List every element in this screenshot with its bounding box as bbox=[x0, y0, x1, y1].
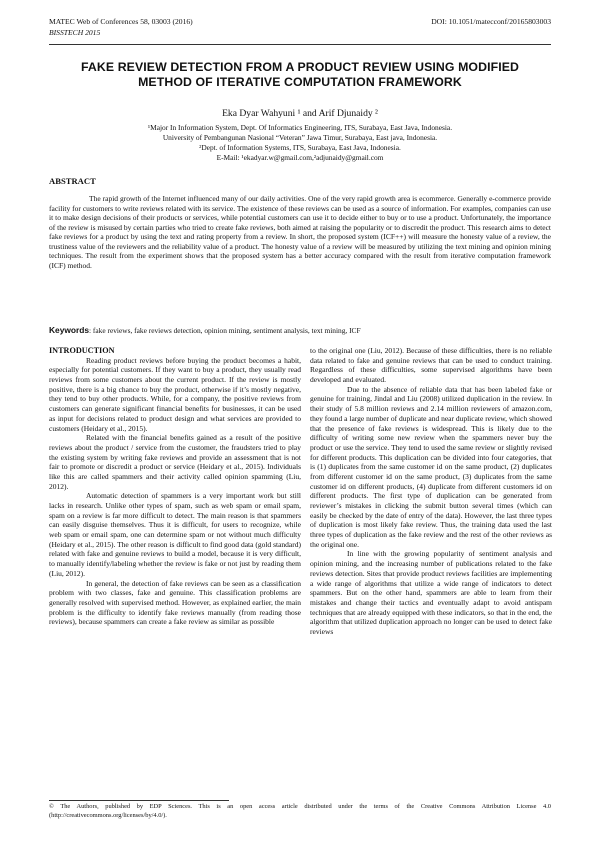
paragraph: to the original one (Liu, 2012). Because of these difficulties, there is no reliable data related to fake and genuine reviews that can be used to conduct training. Regardless of these difficulties, some supervised algorithms have been developed and evaluated. bbox=[310, 346, 552, 385]
left-column bbox=[49, 346, 301, 627]
paragraph: Automatic detection of spammers is a very important work but still lacks in research. Unlike other types of spam, such as web spam or email spam, spam on a review is far more difficult to detect. The main reason is that spammers can easily disguise themselves. Thus it is difficult, for users to recognize, while web spam or email spam, one can determine spam or not without much difficulty (Heidary et al., 2015). The other reason is difficult to find good data (gold standard) related with fake and genuine reviews to build a model, because it is very difficult, to manually identify/labeling whether the review is fake or not just by reading them (Liu, 2012). bbox=[49, 491, 301, 578]
paragraph: Related with the financial benefits gained as a result of the positive reviews about the product / service from the customer, the fraudsters tried to play the existing system by writing fake reviews and provide an assessment that is not fair to promote or discredit a product or service (Heidary et al., 2015). Individuals like this are called spammers and their activity called opinion spamming (Liu, 2012). bbox=[49, 433, 301, 491]
section-heading-introduction: INTRODUCTION bbox=[49, 346, 115, 355]
affiliation-1: ¹Major In Information System, Dept. Of Informatics Engineering, ITS, Surabaya, East Java, Indonesia. bbox=[147, 123, 453, 132]
conference-name: BISSTECH 2015 bbox=[49, 27, 101, 37]
abstract-text: The rapid growth of the Internet influenced many of our daily activities. One of the very rapid growth area is ecommerce. Generally e-commerce provide facility for customers to write reviews related with its service. The existence of these reviews can be used as a source of information. For examples, companies can use it to make design decisions of their products or services, while potential customers can use it to decide either to buy or to use a product. Unfortunately, the importance of the review is misused by certain parties who tried to create fake reviews, both aimed at raising the popularity or to discredit the product. This research aims to detect fake reviews for a product by using the text and rating property from a review. In short, the proposed system (ICF++) will measure the honesty value of a review, the trustiness value of the reviewers and the reliability value of a product. The honesty value of a review will be measured by utilizing the text mining and opinion mining techniques. The result from the experiment shows that the proposed system has a better accuracy compared with the result from iterative computation framework (ICF) method. bbox=[49, 194, 551, 270]
right-column bbox=[310, 346, 552, 637]
paragraph: Reading product reviews before buying the product becomes a habit, especially for potential customers. If they want to buy a product, they usually read reviews from some customers about the current product. If the review is mostly positive, there is a big chance to buy the product, otherwise if it’s mostly negative, they tend to buy other products. While, for a company, the positive reviews from customers can generate significant financial benefits for businesses, it can be used as input for decisions related to product design and what services are provided to customers (Heidary et al., 2015). bbox=[49, 355, 301, 433]
running-header-left bbox=[49, 17, 193, 38]
affiliations bbox=[49, 123, 551, 163]
keywords-text: : fake reviews, fake reviews detection, opinion mining, sentiment analysis, text mining, ICF bbox=[89, 326, 361, 335]
footer-rule bbox=[49, 800, 229, 801]
author-list: Eka Dyar Wahyuni ¹ and Arif Djunaidy ² bbox=[222, 108, 378, 119]
keywords bbox=[49, 325, 551, 335]
affiliation-2: ²Dept. of Information Systems, ITS, Surabaya, East Java, Indonesia. bbox=[199, 143, 401, 152]
keywords-label: Keywords bbox=[49, 325, 90, 335]
doi-link[interactable]: DOI: 10.1051/matecconf/20165803003 bbox=[431, 17, 551, 26]
paragraph: In general, the detection of fake reviews can be seen as a classification problem with two classes, fake and genuine. This classification problems are generally resolved with supervised method. However, as explained earlier, the main problem is the difficulty to identify fake reviews manually (from reading those reviews), because spammers can create a fake review as similar as possible bbox=[49, 578, 301, 627]
paper-title: FAKE REVIEW DETECTION FROM A PRODUCT REVIEW USING MODIFIED METHOD OF ITERATIVE COMPUTATION FRAMEWORK bbox=[80, 60, 520, 89]
abstract-heading: ABSTRACT bbox=[49, 176, 96, 186]
author-emails[interactable]: E-Mail: ¹ekadyar.w@gmail.com,²adjunaidy@gmail.com bbox=[216, 153, 384, 162]
license-footer: © The Authors, published by EDP Sciences. This is an open access article distributed under the terms of the Creative Commons Attribution License 4.0 (http://creativecommons.org/licenses/by/4.0/). bbox=[49, 803, 551, 819]
affiliation-1b: University of Pembangunan Nasional “Veteran” Jawa Timur, Surabaya, East java, Indonesia. bbox=[162, 133, 438, 142]
header-rule bbox=[49, 44, 551, 45]
paragraph: Due to the absence of reliable data that has been labeled fake or genuine for training, Jindal and Liu (2008) utilized duplication in the review. In their study of 5.8 million reviews and 2.14 million reviewers of amazon.com, they found a large number of duplicate and near duplicate review, which showed that the presence of fake reviews is widespread. This is likely due to the difficulty of writing some new review when the spammers never buy the product or use the service. They tend to used the same review or slightly revised for different products. This duplication can be divided into four categories, that is (1) duplicates from the same customer id on the same product, (2) duplicates from different customer id on the same product, (3) duplicates from the same customer id on different products, (4) duplicate from different customers id on different products. The first type of duplication can be generated from reviewer’s mistakes in clicking the submit button several times (which can easily be checked by the date of entry of the data). However, the last three types of duplication is most likely fake review. Thus, the training data used the last three types of duplication as the fake review and the rest of the other reviews as the original one. bbox=[310, 384, 552, 549]
paragraph: In line with the growing popularity of sentiment analysis and opinion mining, and the increasing number of publications related to the fake reviews detection. Sites that provide product reviews facilities are implementing a wide range of algorithms that utilize a wide range of indicators to detect spammers. But on the other hand, spammers are able to learn from their mistakes and change their tactics and eventually adapt to avoid antispam techniques that are already equipped with these indicators, so that in the end, the algorithm that utilized duplication approach no longer can be used to detect fake reviews bbox=[310, 549, 552, 636]
journal-line: MATEC Web of Conferences 58, 03003 (2016) bbox=[49, 17, 193, 26]
